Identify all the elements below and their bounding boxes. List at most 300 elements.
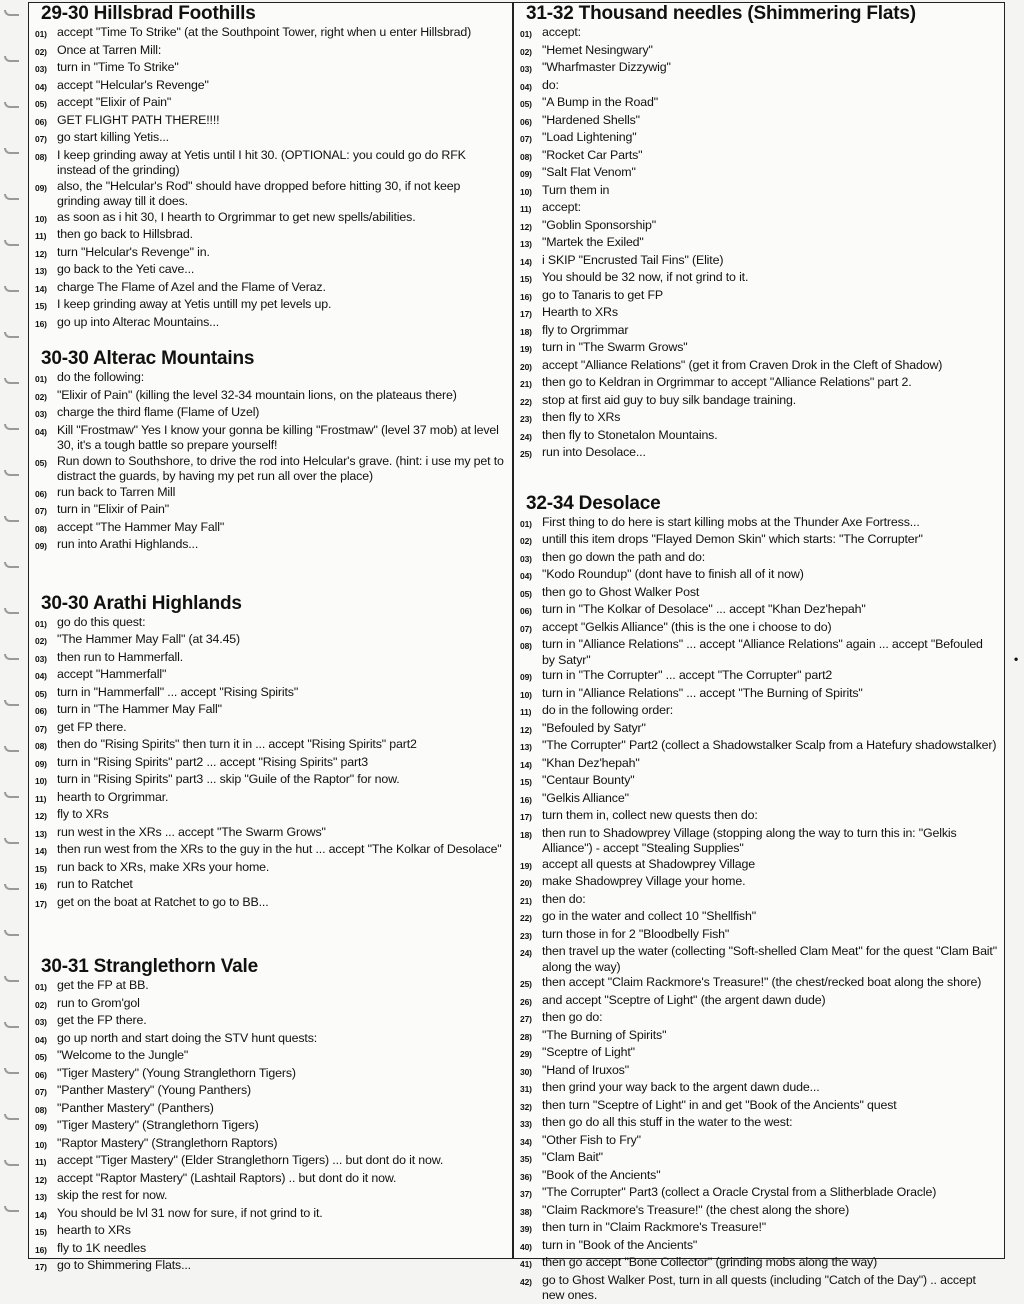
step-item <box>35 615 506 633</box>
step-item <box>35 113 506 131</box>
step-number: 12) <box>520 221 532 232</box>
step-text: i SKIP "Encrusted Tail Fins" (Elite) <box>542 252 724 267</box>
step-text: "Centaur Bounty" <box>542 773 635 787</box>
step-number: 03) <box>35 64 47 74</box>
step-number: 05) <box>35 457 47 468</box>
step-number: 03) <box>520 553 532 564</box>
binder-hole <box>4 562 19 568</box>
step-text: turn in "Rising Spirits" part2 ... accept "Rising Spirits" part3 <box>57 754 369 769</box>
step-number: 20) <box>520 878 532 888</box>
right-column <box>513 2 1005 1302</box>
step-number: 11) <box>520 707 532 717</box>
binder-hole <box>4 608 19 614</box>
step-text: then turn in "Claim Rackmore's Treasure!" <box>542 1220 766 1234</box>
step-text: charge the third flame (Flame of Uzel) <box>57 405 260 419</box>
step-item <box>520 567 998 585</box>
step-item <box>520 721 998 739</box>
step-item <box>35 702 506 720</box>
step-item <box>520 1185 998 1203</box>
step-number: 11) <box>520 204 532 214</box>
step-item <box>520 1010 998 1028</box>
step-text: "Claim Rackmore's Treasure!" (the chest along the shore) <box>542 1202 850 1217</box>
step-number: 15) <box>520 777 532 787</box>
step-text: "Salt Flat Venom" <box>542 165 636 179</box>
step-number: 17) <box>520 812 532 822</box>
step-item <box>35 772 506 790</box>
step-item <box>520 375 998 393</box>
step-item <box>35 1206 506 1224</box>
step-number: 18) <box>520 829 532 840</box>
step-number: 01) <box>35 374 47 384</box>
step-text: accept "Tiger Mastery" (Elder Stranglethorn Tigers) ... but dont do it now. <box>57 1153 444 1167</box>
step-item <box>520 410 998 428</box>
step-number: 22) <box>520 913 532 923</box>
step-text: go start killing Yetis... <box>57 130 169 144</box>
step-item <box>520 78 998 96</box>
step-number: 19) <box>520 344 532 354</box>
step-text: turn in "The Swarm Grows" <box>542 340 688 354</box>
step-text: turn in "Book of the Ancients" <box>542 1237 698 1252</box>
step-number: 04) <box>35 1034 47 1045</box>
step-item <box>35 1171 506 1189</box>
step-item <box>35 502 506 520</box>
step-item <box>520 1115 998 1133</box>
binder-hole <box>4 516 19 522</box>
step-number: 20) <box>520 361 532 372</box>
step-text: I keep grinding away at Yetis until I hit 30. (OPTIONAL: you could go do RFK instead of the grinding) <box>57 147 466 177</box>
margin-mark: • <box>1014 652 1019 666</box>
step-number: 35) <box>520 1154 532 1164</box>
step-number: 22) <box>520 396 532 407</box>
step-text: stop at first aid guy to buy silk bandage training. <box>542 392 797 407</box>
guide-section <box>29 956 512 1276</box>
step-number: 08) <box>35 151 47 162</box>
step-number: 16) <box>520 291 532 302</box>
step-number: 13) <box>520 742 532 752</box>
step-text: accept "The Hammer May Fall" <box>57 519 225 534</box>
step-number: 10) <box>35 1139 47 1150</box>
step-text: get on the boat at Ratchet to go to BB... <box>57 894 269 909</box>
step-number: 41) <box>520 1259 532 1269</box>
step-item <box>520 909 998 927</box>
step-item <box>520 200 998 218</box>
step-number: 11) <box>35 1157 47 1167</box>
step-text: "Hand of Iruxos" <box>542 1062 629 1077</box>
step-number: 09) <box>35 1122 47 1132</box>
step-number: 34) <box>520 1136 532 1147</box>
step-text: "Martek the Exiled" <box>542 235 644 249</box>
step-text: go do this quest: <box>57 614 146 629</box>
step-item <box>35 1223 506 1241</box>
binder-hole <box>4 56 19 62</box>
section-title: 30-30 Alterac Mountains <box>41 348 255 369</box>
step-text: "The Corrupter" Part3 (collect a Oracle Crystal from a Slitherblade Oracle) <box>542 1185 937 1199</box>
step-item <box>520 808 998 826</box>
step-item <box>520 620 998 638</box>
step-number: 31) <box>520 1084 532 1094</box>
step-text: accept "Hammerfall" <box>57 667 167 681</box>
step-item <box>520 253 998 271</box>
step-text: turn in "Hammerfall" ... accept "Rising Spirits" <box>57 684 299 699</box>
step-item <box>35 60 506 78</box>
step-number: 16) <box>35 318 47 329</box>
step-number: 23) <box>520 930 532 941</box>
step-item <box>520 550 998 568</box>
step-item <box>35 423 506 454</box>
step-number: 07) <box>35 134 47 144</box>
step-number: 06) <box>35 706 47 716</box>
step-text: get FP there. <box>57 719 127 734</box>
step-number: 05) <box>520 588 532 599</box>
step-text: fly to XRs <box>57 807 109 821</box>
step-text: skip the rest for now. <box>57 1188 168 1202</box>
step-number: 14) <box>35 846 47 856</box>
step-text: untill this item drops "Flayed Demon Skin" which starts: "The Corrupter" <box>542 532 923 546</box>
step-number: 12) <box>520 724 532 735</box>
step-number: 04) <box>520 81 532 92</box>
guide-section <box>514 3 1004 463</box>
step-text: then run west from the XRs to the guy in the hut ... accept "The Kolkar of Desolace" <box>57 842 502 856</box>
step-text: "Khan Dez'hepah" <box>542 755 640 770</box>
step-number: 02) <box>35 46 47 57</box>
step-number: 25) <box>520 979 532 989</box>
step-number: 24) <box>520 948 532 958</box>
step-text: go to Shimmering Flats... <box>57 1258 191 1272</box>
step-text: then go do all this stuff in the water to the west: <box>542 1115 793 1129</box>
step-item <box>35 405 506 423</box>
binder-holes <box>0 0 26 1263</box>
step-item <box>520 1220 998 1238</box>
binder-hole <box>4 148 19 154</box>
step-text: then do: <box>542 891 586 906</box>
step-item <box>35 280 506 298</box>
step-number: 12) <box>35 1174 47 1185</box>
step-item <box>35 685 506 703</box>
step-text: then do "Rising Spirits" then turn it in ... accept "Rising Spirits" part2 <box>57 737 417 751</box>
step-item <box>520 183 998 201</box>
binder-hole <box>4 240 19 246</box>
step-text: Turn them in <box>542 182 610 197</box>
step-number: 21) <box>520 895 532 906</box>
step-item <box>520 668 998 686</box>
step-number: 03) <box>35 1017 47 1027</box>
step-text: "Panther Mastery" (Panthers) <box>57 1100 214 1115</box>
step-item <box>520 975 998 993</box>
step-item <box>35 148 506 179</box>
step-item <box>35 825 506 843</box>
step-item <box>35 1136 506 1154</box>
step-item <box>35 1118 506 1136</box>
step-item <box>520 323 998 341</box>
step-number: 17) <box>35 1262 47 1272</box>
step-number: 08) <box>520 641 532 651</box>
binder-hole <box>4 838 19 844</box>
step-text: turn those in for 2 "Bloodbelly Fish" <box>542 926 730 941</box>
step-item <box>35 842 506 860</box>
step-number: 11) <box>35 231 47 241</box>
step-text: do in the following order: <box>542 703 674 717</box>
step-text: make Shadowprey Village your home. <box>542 874 746 888</box>
step-item <box>35 978 506 996</box>
step-number: 10) <box>520 186 532 197</box>
guide-section <box>29 348 512 555</box>
step-number: 23) <box>520 414 532 424</box>
step-number: 07) <box>35 723 47 734</box>
step-number: 08) <box>35 523 47 534</box>
step-number: 07) <box>35 1087 47 1097</box>
step-number: 03) <box>35 653 47 664</box>
step-number: 01) <box>35 29 47 39</box>
step-text: then go do: <box>542 1010 603 1024</box>
step-item <box>35 227 506 245</box>
step-number: 13) <box>35 828 47 839</box>
step-text: turn in "Alliance Relations" ... accept "Alliance Relations" again ... accept "Befouled by Satyr" <box>542 637 983 667</box>
step-text: go to Tanaris to get FP <box>542 287 663 302</box>
step-item <box>520 944 998 975</box>
step-text: charge The Flame of Azel and the Flame of Veraz. <box>57 279 326 294</box>
step-text: then run to Shadowprey Village (stopping along the way to turn this in: "Gelkis Alliance") - accept "Stealing Supplies" <box>542 825 957 855</box>
step-number: 33) <box>520 1119 532 1129</box>
step-text: also, the "Helcular's Rod" should have dropped before hitting 30, if not keep grinding away till it does. <box>57 178 461 208</box>
step-number: 07) <box>35 506 47 516</box>
step-text: GET FLIGHT PATH THERE!!!! <box>57 112 220 127</box>
step-text: then go down the path and do: <box>542 549 706 564</box>
step-number: 15) <box>520 274 532 284</box>
step-item <box>520 927 998 945</box>
step-text: go back to the Yeti cave... <box>57 262 195 276</box>
step-text: accept "Gelkis Alliance" (this is the one i choose to do) <box>542 619 832 634</box>
step-item <box>520 1133 998 1151</box>
step-text: get the FP at BB. <box>57 978 149 992</box>
step-text: First thing to do here is start killing mobs at the Thunder Axe Fortress... <box>542 514 920 529</box>
step-text: then go to Keldran in Orgrimmar to accept "Alliance Relations" part 2. <box>542 375 912 389</box>
step-number: 26) <box>520 996 532 1007</box>
step-number: 01) <box>35 982 47 992</box>
step-item <box>520 428 998 446</box>
step-text: turn in "Alliance Relations" ... accept "The Burning of Spirits" <box>542 685 863 700</box>
step-text: "Elixir of Pain" (killing the level 32-34 mountain lions, on the plateaus there) <box>57 387 457 402</box>
step-item <box>520 165 998 183</box>
step-number: 09) <box>35 758 47 769</box>
step-text: turn in "Rising Spirits" part3 ... skip "Guile of the Raptor" for now. <box>57 772 400 786</box>
step-text: then accept "Claim Rackmore's Treasure!" (the chest/recked boat along the shore) <box>542 975 982 989</box>
step-number: 15) <box>35 863 47 874</box>
step-item <box>35 895 506 913</box>
step-item <box>35 737 506 755</box>
step-item <box>35 95 506 113</box>
step-number: 12) <box>35 248 47 259</box>
binder-hole <box>4 976 19 982</box>
step-item <box>520 1273 998 1304</box>
step-item <box>35 1066 506 1084</box>
binder-hole <box>4 700 19 706</box>
step-number: 14) <box>520 256 532 267</box>
left-column <box>28 2 513 1272</box>
step-item <box>520 993 998 1011</box>
step-number: 01) <box>520 29 532 39</box>
step-item <box>520 791 998 809</box>
guide-section <box>29 3 512 332</box>
step-number: 36) <box>520 1171 532 1182</box>
step-number: 30) <box>520 1066 532 1077</box>
section-title: 30-31 Stranglethorn Vale <box>41 956 258 977</box>
step-item <box>35 1083 506 1101</box>
step-item <box>520 874 998 892</box>
step-number: 17) <box>520 309 532 319</box>
step-item <box>520 1255 998 1273</box>
step-item <box>35 245 506 263</box>
step-item <box>35 25 506 43</box>
step-item <box>35 43 506 61</box>
step-text: "Sceptre of Light" <box>542 1045 635 1059</box>
step-text: do the following: <box>57 370 144 384</box>
step-text: then fly to XRs <box>542 410 621 424</box>
step-text: "Befouled by Satyr" <box>542 720 646 735</box>
binder-hole <box>4 194 19 200</box>
step-text: You should be 32 now, if not grind to it. <box>542 270 749 284</box>
step-item <box>520 113 998 131</box>
step-number: 16) <box>520 794 532 805</box>
step-item <box>520 515 998 533</box>
step-number: 16) <box>35 1244 47 1255</box>
step-item <box>520 340 998 358</box>
step-text: turn in "The Hammer May Fall" <box>57 702 222 716</box>
step-number: 01) <box>520 518 532 529</box>
binder-hole <box>4 102 19 108</box>
binder-hole <box>4 286 19 292</box>
step-number: 13) <box>35 1192 47 1202</box>
step-number: 06) <box>35 116 47 127</box>
step-text: fly to 1K needles <box>57 1240 147 1255</box>
step-number: 10) <box>520 689 532 700</box>
step-number: 25) <box>520 449 532 459</box>
step-number: 06) <box>35 488 47 499</box>
step-item <box>520 1150 998 1168</box>
step-number: 37) <box>520 1189 532 1199</box>
binder-hole <box>4 1022 19 1028</box>
step-number: 05) <box>35 99 47 109</box>
step-text: turn in "The Corrupter" ... accept "The Corrupter" part2 <box>542 668 833 682</box>
step-text: "The Corrupter" Part2 (collect a Shadowstalker Scalp from a Hatefury shadowstalker) <box>542 738 997 752</box>
step-number: 42) <box>520 1276 532 1287</box>
step-item <box>520 130 998 148</box>
step-number: 39) <box>520 1224 532 1234</box>
step-text: "A Bump in the Road" <box>542 95 659 109</box>
step-number: 38) <box>520 1206 532 1217</box>
step-number: 09) <box>520 169 532 179</box>
step-text: accept "Elixir of Pain" <box>57 95 172 109</box>
step-item <box>520 1238 998 1256</box>
step-text: "Welcome to the Jungle" <box>57 1048 189 1062</box>
step-text: accept: <box>542 25 581 39</box>
step-text: then go back to Hillsbrad. <box>57 227 193 241</box>
step-item <box>520 892 998 910</box>
step-text: accept "Helcular's Revenge" <box>57 77 209 92</box>
step-number: 02) <box>520 536 532 546</box>
step-text: Kill "Frostmaw" Yes I know your gonna be killing "Frostmaw" (level 37 mob) at level 30, it's a tough battle so prepare yourself! <box>57 422 499 452</box>
step-text: "Panther Mastery" (Young Panthers) <box>57 1083 252 1097</box>
step-number: 06) <box>520 116 532 127</box>
step-text: Run down to Southshore, to drive the rod into Helcular's grave. (hint: i use my pet to distract the guards, by having my pet run all over the place) <box>57 453 504 483</box>
step-item <box>520 738 998 756</box>
guide-section <box>29 593 512 913</box>
step-text: run back to XRs, make XRs your home. <box>57 859 270 874</box>
step-item <box>520 1063 998 1081</box>
step-text: turn them in, collect new quests then do: <box>542 808 758 822</box>
step-text: "Wharfmaster Dizzywig" <box>542 60 671 74</box>
step-text: and accept "Sceptre of Light" (the argent dawn dude) <box>542 992 826 1007</box>
step-text: "The Burning of Spirits" <box>542 1027 667 1042</box>
step-item <box>520 1168 998 1186</box>
step-text: then grind your way back to the argent dawn dude... <box>542 1080 820 1094</box>
step-item <box>520 43 998 61</box>
step-item <box>520 1028 998 1046</box>
step-text: "Goblin Sponsorship" <box>542 217 656 232</box>
step-number: 10) <box>35 776 47 786</box>
step-number: 07) <box>520 623 532 634</box>
step-number: 09) <box>35 541 47 551</box>
step-item <box>35 790 506 808</box>
step-number: 05) <box>35 1052 47 1062</box>
binder-hole <box>4 746 19 752</box>
section-title: 30-30 Arathi Highlands <box>41 592 242 614</box>
step-text: go up into Alterac Mountains... <box>57 314 220 329</box>
step-number: 17) <box>35 898 47 909</box>
step-item <box>520 148 998 166</box>
step-text: "Tiger Mastery" (Young Stranglethorn Tigers) <box>57 1065 296 1080</box>
step-number: 02) <box>520 46 532 57</box>
step-item <box>35 179 506 210</box>
step-item <box>35 78 506 96</box>
binder-hole <box>4 1068 19 1074</box>
step-number: 19) <box>520 860 532 871</box>
step-item <box>520 773 998 791</box>
step-item <box>520 585 998 603</box>
step-item <box>520 826 998 857</box>
step-number: 27) <box>520 1014 532 1024</box>
step-text: run to Ratchet <box>57 877 133 891</box>
step-text: accept "Alliance Relations" (get it from Craven Drok in the Cleft of Shadow) <box>542 357 943 372</box>
step-item <box>520 1045 998 1063</box>
section-title: 32-34 Desolace <box>526 492 661 514</box>
step-item <box>520 25 998 43</box>
step-text: "Raptor Mastery" (Stranglethorn Raptors) <box>57 1135 278 1150</box>
step-text: run west in the XRs ... accept "The Swarm Grows" <box>57 824 326 839</box>
step-item <box>35 210 506 228</box>
binder-hole <box>4 378 19 384</box>
step-number: 08) <box>35 741 47 751</box>
step-number: 16) <box>35 881 47 891</box>
step-item <box>35 454 506 485</box>
binder-hole <box>4 654 19 660</box>
step-item <box>35 537 506 555</box>
step-item <box>520 235 998 253</box>
step-item <box>35 1013 506 1031</box>
step-number: 02) <box>35 391 47 402</box>
step-item <box>35 485 506 503</box>
step-text: run to Grom'gol <box>57 995 140 1010</box>
step-text: "Rocket Car Parts" <box>542 147 643 162</box>
step-item <box>520 270 998 288</box>
step-text: "The Hammer May Fall" (at 34.45) <box>57 632 241 646</box>
step-text: Hearth to XRs <box>542 305 618 319</box>
binder-hole <box>4 424 19 430</box>
step-text: "Hardened Shells" <box>542 112 640 127</box>
step-item <box>35 996 506 1014</box>
step-item <box>35 860 506 878</box>
step-number: 40) <box>520 1241 532 1252</box>
step-number: 08) <box>35 1104 47 1115</box>
